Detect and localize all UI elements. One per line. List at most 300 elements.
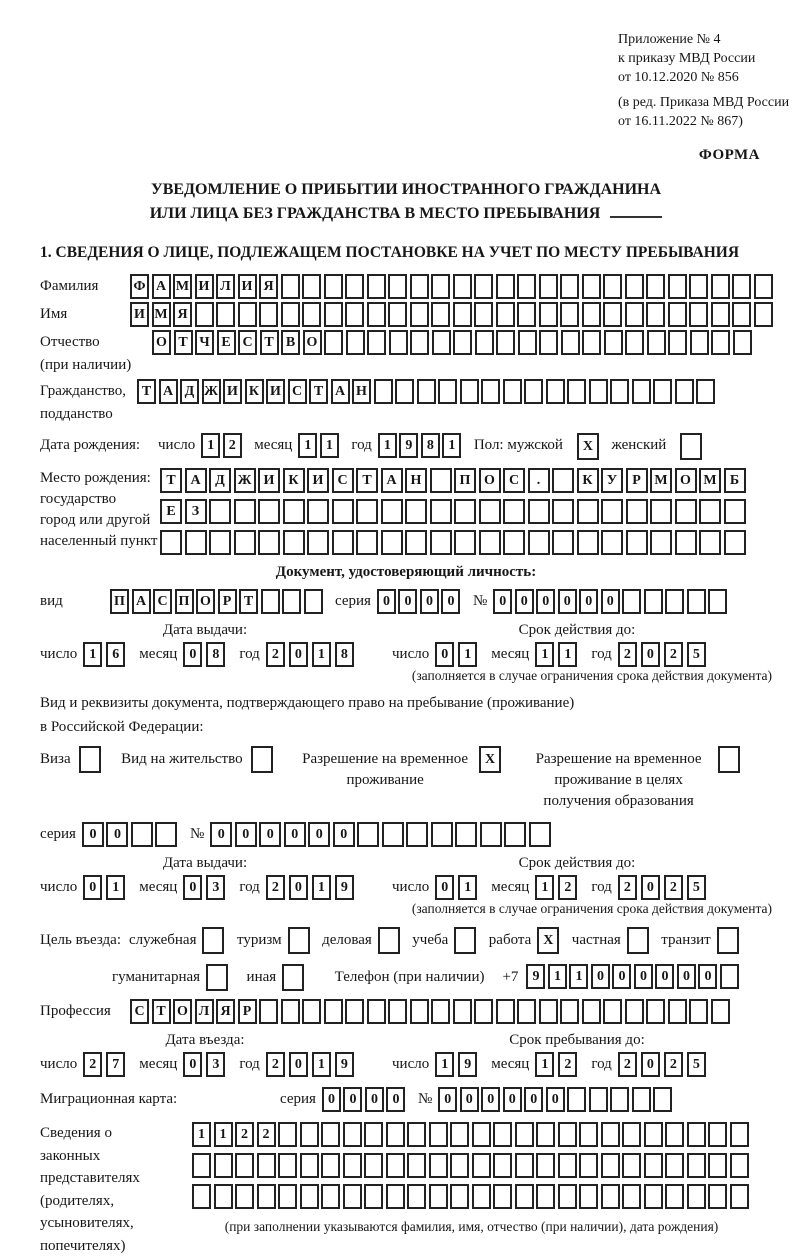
char-cell[interactable] [454,499,476,524]
char-cell[interactable] [675,499,697,524]
char-cell[interactable]: К [577,468,599,493]
char-cell[interactable] [687,1122,706,1147]
char-cell[interactable] [278,1184,297,1209]
char-cell[interactable]: 0 [289,875,308,900]
char-cell[interactable] [453,999,472,1024]
char-cell[interactable] [604,330,623,355]
char-cell[interactable] [539,330,558,355]
char-cell[interactable]: 0 [641,1052,660,1077]
char-cell[interactable] [496,302,515,327]
char-cell[interactable]: Л [195,999,214,1024]
char-cell[interactable]: 9 [526,964,545,989]
char-cell[interactable]: Я [216,999,235,1024]
char-cell[interactable] [453,330,472,355]
char-cell[interactable] [696,379,715,404]
char-cell[interactable]: 0 [641,875,660,900]
char-cell[interactable] [209,530,231,555]
char-cell[interactable]: 2 [558,875,577,900]
char-cell[interactable] [324,999,343,1024]
char-cell[interactable] [454,530,476,555]
char-cell[interactable] [282,589,301,614]
char-cell[interactable] [699,530,721,555]
char-cell[interactable]: Т [152,999,171,1024]
char-cell[interactable] [647,330,666,355]
char-cell[interactable] [480,822,502,847]
char-cell[interactable] [432,330,451,355]
char-cell[interactable] [386,1184,405,1209]
char-cell[interactable]: С [503,468,525,493]
char-cell[interactable]: И [130,302,149,327]
char-cell[interactable]: А [381,468,403,493]
purpose-business-checkbox[interactable] [378,927,403,954]
char-cell[interactable]: М [152,302,171,327]
char-cell[interactable] [536,1122,555,1147]
char-cell[interactable]: 0 [524,1087,543,1112]
char-cell[interactable] [474,999,493,1024]
char-cell[interactable] [364,1184,383,1209]
char-cell[interactable] [687,589,706,614]
char-cell[interactable] [632,379,651,404]
char-cell[interactable]: Ж [234,468,256,493]
char-cell[interactable] [610,379,629,404]
char-cell[interactable] [496,330,515,355]
char-cell[interactable]: 9 [335,875,354,900]
char-cell[interactable] [528,499,550,524]
char-cell[interactable]: 0 [503,1087,522,1112]
char-cell[interactable] [195,302,214,327]
char-cell[interactable]: 3 [206,1052,225,1077]
char-cell[interactable] [278,1122,297,1147]
char-cell[interactable] [567,1087,586,1112]
char-cell[interactable] [552,530,574,555]
char-cell[interactable] [560,274,579,299]
char-cell[interactable] [364,1153,383,1178]
char-cell[interactable] [332,530,354,555]
char-cell[interactable] [454,927,476,954]
char-cell[interactable]: 0 [420,589,439,614]
purpose-study-checkbox[interactable] [454,927,479,954]
char-cell[interactable] [410,302,429,327]
char-cell[interactable]: 1 [378,433,397,458]
char-cell[interactable] [644,1153,663,1178]
char-cell[interactable] [577,499,599,524]
char-cell[interactable]: Я [259,274,278,299]
char-cell[interactable]: 0 [655,964,674,989]
char-cell[interactable]: П [110,589,129,614]
char-cell[interactable] [665,1184,684,1209]
char-cell[interactable] [258,499,280,524]
char-cell[interactable] [668,330,687,355]
char-cell[interactable] [529,822,551,847]
char-cell[interactable] [644,1122,663,1147]
char-cell[interactable]: И [307,468,329,493]
char-cell[interactable]: 2 [235,1122,254,1147]
char-cell[interactable] [601,530,623,555]
char-cell[interactable]: И [258,468,280,493]
char-cell[interactable] [332,499,354,524]
char-cell[interactable]: 2 [664,642,683,667]
char-cell[interactable]: Т [260,330,279,355]
char-cell[interactable] [202,927,224,954]
char-cell[interactable] [386,1122,405,1147]
char-cell[interactable] [724,530,746,555]
char-cell[interactable] [429,1122,448,1147]
char-cell[interactable]: 1 [298,433,317,458]
char-cell[interactable] [536,1184,555,1209]
char-cell[interactable]: 0 [235,822,257,847]
char-cell[interactable] [281,999,300,1024]
char-cell[interactable] [622,589,641,614]
char-cell[interactable] [388,274,407,299]
char-cell[interactable]: 1 [569,964,588,989]
char-cell[interactable] [518,330,537,355]
char-cell[interactable]: Т [356,468,378,493]
char-cell[interactable] [407,1153,426,1178]
char-cell[interactable]: 1 [535,1052,554,1077]
char-cell[interactable]: Д [180,379,199,404]
char-cell[interactable]: 2 [266,1052,285,1077]
char-cell[interactable] [754,274,773,299]
char-cell[interactable] [302,274,321,299]
char-cell[interactable] [711,302,730,327]
char-cell[interactable] [730,1153,749,1178]
char-cell[interactable] [517,999,536,1024]
char-cell[interactable] [185,530,207,555]
char-cell[interactable]: О [196,589,215,614]
char-cell[interactable] [732,274,751,299]
char-cell[interactable] [690,330,709,355]
char-cell[interactable]: К [245,379,264,404]
char-cell[interactable] [192,1153,211,1178]
char-cell[interactable]: Н [405,468,427,493]
char-cell[interactable] [539,274,558,299]
char-cell[interactable] [321,1153,340,1178]
char-cell[interactable]: И [238,274,257,299]
char-cell[interactable] [644,589,663,614]
char-cell[interactable] [378,927,400,954]
char-cell[interactable] [653,379,672,404]
char-cell[interactable] [343,1122,362,1147]
char-cell[interactable]: А [185,468,207,493]
char-cell[interactable] [367,330,386,355]
char-cell[interactable]: 0 [641,642,660,667]
char-cell[interactable] [235,1153,254,1178]
char-cell[interactable]: 2 [664,875,683,900]
char-cell[interactable] [450,1184,469,1209]
char-cell[interactable]: Т [137,379,156,404]
char-cell[interactable] [601,1153,620,1178]
char-cell[interactable] [321,1184,340,1209]
char-cell[interactable] [302,999,321,1024]
char-cell[interactable] [493,1153,512,1178]
char-cell[interactable] [479,530,501,555]
char-cell[interactable] [410,999,429,1024]
char-cell[interactable]: 0 [493,589,512,614]
char-cell[interactable] [234,530,256,555]
char-cell[interactable] [283,499,305,524]
char-cell[interactable] [406,822,428,847]
char-cell[interactable] [668,274,687,299]
char-cell[interactable] [560,999,579,1024]
char-cell[interactable]: Л [216,274,235,299]
char-cell[interactable] [395,379,414,404]
char-cell[interactable]: И [266,379,285,404]
char-cell[interactable]: 9 [458,1052,477,1077]
char-cell[interactable] [579,1153,598,1178]
char-cell[interactable]: 1 [214,1122,233,1147]
char-cell[interactable]: 0 [183,642,202,667]
char-cell[interactable] [257,1184,276,1209]
char-cell[interactable] [324,330,343,355]
char-cell[interactable] [582,330,601,355]
char-cell[interactable] [665,1122,684,1147]
char-cell[interactable] [582,302,601,327]
char-cell[interactable]: X [479,746,501,773]
char-cell[interactable] [430,468,452,493]
char-cell[interactable]: 0 [579,589,598,614]
char-cell[interactable]: 1 [192,1122,211,1147]
char-cell[interactable]: 0 [591,964,610,989]
purpose-private-checkbox[interactable] [627,927,652,954]
char-cell[interactable] [493,1184,512,1209]
char-cell[interactable] [356,499,378,524]
char-cell[interactable] [155,822,177,847]
char-cell[interactable] [717,927,739,954]
char-cell[interactable]: 1 [458,875,477,900]
char-cell[interactable]: 0 [435,642,454,667]
char-cell[interactable]: 0 [441,589,460,614]
char-cell[interactable]: 5 [687,1052,706,1077]
char-cell[interactable] [405,530,427,555]
char-cell[interactable] [601,1184,620,1209]
char-cell[interactable]: 0 [83,875,102,900]
char-cell[interactable]: Т [239,589,258,614]
char-cell[interactable] [603,302,622,327]
char-cell[interactable]: И [195,274,214,299]
char-cell[interactable] [625,330,644,355]
char-cell[interactable]: 2 [83,1052,102,1077]
char-cell[interactable]: А [159,379,178,404]
char-cell[interactable]: З [185,499,207,524]
char-cell[interactable] [622,1122,641,1147]
char-cell[interactable]: П [175,589,194,614]
char-cell[interactable]: 9 [399,433,418,458]
residence-permit-checkbox[interactable] [251,746,276,773]
char-cell[interactable] [711,330,730,355]
char-cell[interactable]: . [528,468,550,493]
char-cell[interactable]: 1 [548,964,567,989]
rvp-checkbox[interactable] [479,746,504,773]
purpose-official-checkbox[interactable] [202,927,227,954]
sex-female-checkbox[interactable] [680,433,705,460]
char-cell[interactable] [472,1184,491,1209]
char-cell[interactable] [567,379,586,404]
char-cell[interactable] [438,379,457,404]
char-cell[interactable] [389,330,408,355]
char-cell[interactable] [730,1184,749,1209]
char-cell[interactable] [561,330,580,355]
char-cell[interactable] [257,1153,276,1178]
char-cell[interactable] [524,379,543,404]
char-cell[interactable] [367,999,386,1024]
char-cell[interactable] [711,999,730,1024]
char-cell[interactable]: 8 [421,433,440,458]
char-cell[interactable]: X [537,927,559,954]
char-cell[interactable] [646,274,665,299]
char-cell[interactable] [646,302,665,327]
char-cell[interactable] [601,1122,620,1147]
char-cell[interactable]: 0 [82,822,104,847]
char-cell[interactable]: 1 [535,642,554,667]
char-cell[interactable] [560,302,579,327]
char-cell[interactable]: 3 [206,875,225,900]
char-cell[interactable]: 8 [206,642,225,667]
char-cell[interactable]: 0 [183,1052,202,1077]
char-cell[interactable] [528,530,550,555]
char-cell[interactable] [504,822,526,847]
char-cell[interactable] [625,302,644,327]
char-cell[interactable] [622,1153,641,1178]
char-cell[interactable]: А [152,274,171,299]
char-cell[interactable] [431,302,450,327]
char-cell[interactable]: Ж [202,379,221,404]
char-cell[interactable]: 1 [106,875,125,900]
char-cell[interactable] [720,964,739,989]
char-cell[interactable]: Д [209,468,231,493]
char-cell[interactable] [300,1184,319,1209]
char-cell[interactable]: 9 [335,1052,354,1077]
char-cell[interactable]: 2 [558,1052,577,1077]
char-cell[interactable] [386,1153,405,1178]
char-cell[interactable] [650,530,672,555]
visa-checkbox[interactable] [79,746,104,773]
char-cell[interactable] [503,379,522,404]
char-cell[interactable]: 7 [106,1052,125,1077]
char-cell[interactable] [579,1184,598,1209]
char-cell[interactable] [708,589,727,614]
char-cell[interactable]: 0 [259,822,281,847]
char-cell[interactable] [625,274,644,299]
char-cell[interactable] [496,274,515,299]
char-cell[interactable] [388,302,407,327]
char-cell[interactable] [321,1122,340,1147]
char-cell[interactable] [515,1184,534,1209]
char-cell[interactable]: О [479,468,501,493]
char-cell[interactable] [450,1153,469,1178]
char-cell[interactable]: 0 [106,822,128,847]
char-cell[interactable] [345,999,364,1024]
char-cell[interactable] [496,999,515,1024]
char-cell[interactable] [539,302,558,327]
char-cell[interactable] [644,1184,663,1209]
char-cell[interactable] [475,330,494,355]
char-cell[interactable] [493,1122,512,1147]
char-cell[interactable]: О [675,468,697,493]
char-cell[interactable] [346,330,365,355]
char-cell[interactable]: 0 [558,589,577,614]
char-cell[interactable] [626,499,648,524]
char-cell[interactable] [429,1184,448,1209]
char-cell[interactable]: Е [160,499,182,524]
char-cell[interactable]: О [152,330,171,355]
char-cell[interactable] [650,499,672,524]
char-cell[interactable]: Т [174,330,193,355]
purpose-work-checkbox[interactable] [537,927,562,954]
char-cell[interactable] [503,499,525,524]
char-cell[interactable]: А [331,379,350,404]
char-cell[interactable] [430,530,452,555]
char-cell[interactable] [675,379,694,404]
char-cell[interactable] [259,302,278,327]
char-cell[interactable] [288,927,310,954]
char-cell[interactable] [364,1122,383,1147]
char-cell[interactable]: 0 [677,964,696,989]
char-cell[interactable]: 5 [687,642,706,667]
char-cell[interactable] [431,999,450,1024]
char-cell[interactable]: 1 [558,642,577,667]
char-cell[interactable] [579,1122,598,1147]
char-cell[interactable]: Ч [195,330,214,355]
char-cell[interactable]: С [288,379,307,404]
char-cell[interactable] [410,330,429,355]
char-cell[interactable]: У [601,468,623,493]
char-cell[interactable] [235,1184,254,1209]
char-cell[interactable]: Р [218,589,237,614]
char-cell[interactable] [216,302,235,327]
char-cell[interactable]: М [173,274,192,299]
char-cell[interactable] [577,530,599,555]
char-cell[interactable] [192,1184,211,1209]
char-cell[interactable]: С [153,589,172,614]
char-cell[interactable]: М [699,468,721,493]
char-cell[interactable] [558,1153,577,1178]
char-cell[interactable]: 0 [210,822,232,847]
char-cell[interactable] [251,746,273,773]
char-cell[interactable] [503,530,525,555]
purpose-humanitarian-checkbox[interactable] [206,964,231,991]
char-cell[interactable] [610,1087,629,1112]
char-cell[interactable] [626,530,648,555]
char-cell[interactable] [388,999,407,1024]
char-cell[interactable] [367,302,386,327]
char-cell[interactable] [450,1122,469,1147]
char-cell[interactable] [552,499,574,524]
char-cell[interactable]: 0 [601,589,620,614]
char-cell[interactable] [668,999,687,1024]
char-cell[interactable]: 0 [289,1052,308,1077]
char-cell[interactable] [589,1087,608,1112]
rvp-education-checkbox[interactable] [718,746,743,773]
char-cell[interactable]: 0 [386,1087,405,1112]
char-cell[interactable] [601,499,623,524]
char-cell[interactable]: 1 [201,433,220,458]
char-cell[interactable] [258,530,280,555]
char-cell[interactable] [261,589,280,614]
char-cell[interactable] [689,274,708,299]
char-cell[interactable]: 2 [618,642,637,667]
char-cell[interactable] [558,1184,577,1209]
char-cell[interactable]: 0 [460,1087,479,1112]
char-cell[interactable] [481,379,500,404]
char-cell[interactable]: 0 [481,1087,500,1112]
char-cell[interactable] [381,499,403,524]
char-cell[interactable]: 2 [618,1052,637,1077]
char-cell[interactable]: 2 [266,875,285,900]
char-cell[interactable] [687,1153,706,1178]
char-cell[interactable]: 6 [106,642,125,667]
char-cell[interactable] [689,999,708,1024]
char-cell[interactable] [429,1153,448,1178]
